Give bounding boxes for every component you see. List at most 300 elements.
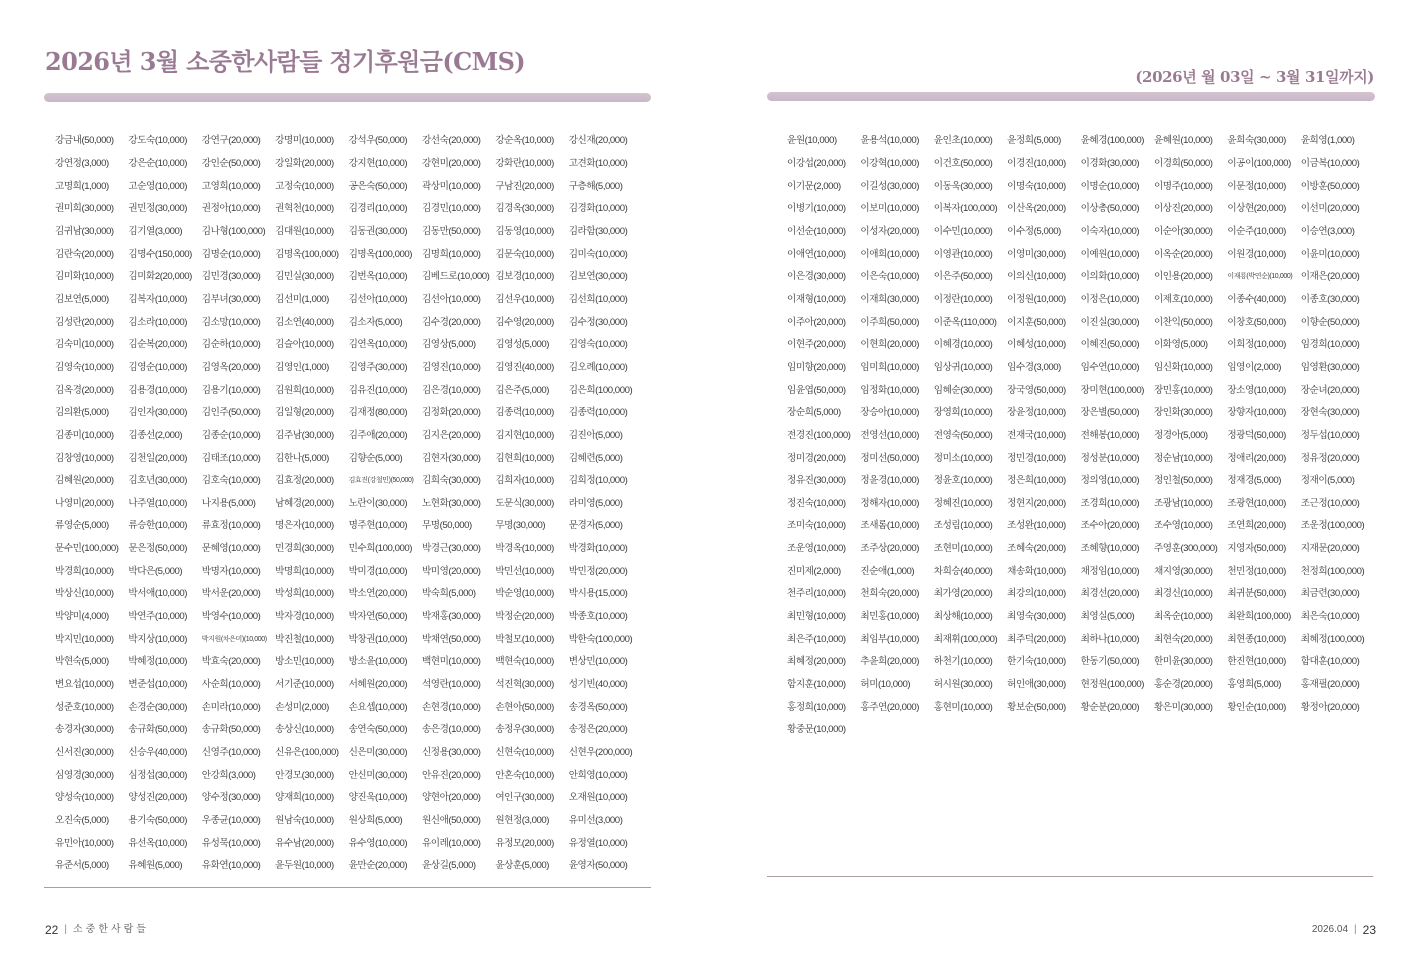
donor-entry: 장은별(50,000) xyxy=(1080,407,1140,419)
donor-entry: 이혜성(10,000) xyxy=(1007,339,1066,351)
donor-entry: 박서운(20,000) xyxy=(201,588,261,600)
donor-entry: 임윤엽(50,000) xyxy=(787,384,846,396)
donor-entry: 서기준(10,000) xyxy=(275,679,334,691)
donor-entry: 양진욱(10,000) xyxy=(348,792,408,804)
donor-entry: 김소자(5,000) xyxy=(348,316,403,328)
donor-entry: 안희영(10,000) xyxy=(568,769,628,781)
bottom-divider xyxy=(44,887,651,888)
footer-separator: | xyxy=(1354,924,1357,935)
donor-entry: 이문정(10,000) xyxy=(1227,180,1286,192)
donor-entry: 이수정(5,000) xyxy=(1007,225,1061,237)
donor-entry: 박소연(20,000) xyxy=(348,588,408,600)
donor-entry: 양성진(20,000) xyxy=(128,792,187,804)
donor-entry: 박숙희(5,000) xyxy=(421,588,476,600)
donor-entry: 하천기(10,000) xyxy=(933,656,993,668)
donor-entry: 강선숙(20,000) xyxy=(421,135,481,147)
donor-entry: 이기문(2,000) xyxy=(787,180,841,192)
donor-list-left xyxy=(55,130,642,878)
donor-entry: 정해자(10,000) xyxy=(860,497,919,509)
donor-entry: 최은주(10,000) xyxy=(787,633,846,645)
donor-entry: 전재국(10,000) xyxy=(1007,429,1066,441)
donor-entry: 공은숙(50,000) xyxy=(348,180,408,192)
donor-entry: 김종선(2,000) xyxy=(128,429,183,441)
donor-entry: 황순분(20,000) xyxy=(1080,701,1140,713)
donor-entry: 조새롬(10,000) xyxy=(860,520,919,532)
donor-entry: 유이레(10,000) xyxy=(421,837,481,849)
donor-entry: 임경희(10,000) xyxy=(1300,339,1360,351)
donor-entry: 김유진(10,000) xyxy=(348,384,408,396)
donor-entry: 나주열(10,000) xyxy=(128,497,187,509)
donor-entry: 이건호(50,000) xyxy=(933,157,993,169)
donor-entry: 이복자(100,000) xyxy=(933,203,998,215)
donor-entry: 허미(10,000) xyxy=(860,679,911,691)
donor-entry: 김영주(30,000) xyxy=(348,361,408,373)
donor-entry: 장소영(10,000) xyxy=(1227,384,1286,396)
donor-entry: 김종미(10,000) xyxy=(55,429,114,441)
donor-entry: 김한나(5,000) xyxy=(275,452,329,464)
donor-entry: 김호년(30,000) xyxy=(128,475,187,487)
donor-entry: 원현정(3,000) xyxy=(495,815,550,827)
donor-entry: 주영훈(300,000) xyxy=(1153,543,1218,555)
donor-entry: 박양미(4,000) xyxy=(55,611,109,623)
donor-entry: 강석우(50,000) xyxy=(348,135,408,147)
donor-entry: 윤희영(1,000) xyxy=(1300,135,1355,147)
donor-entry: 김오례(10,000) xyxy=(568,361,628,373)
donor-entry: 최귀분(50,000) xyxy=(1227,588,1286,600)
donor-entry: 원상희(5,000) xyxy=(348,815,403,827)
donor-entry: 전경진(100,000) xyxy=(787,429,851,441)
donor-entry: 조광남(10,000) xyxy=(1153,497,1213,509)
donor-entry: 이성자(20,000) xyxy=(860,225,919,237)
donor-entry: 송정은(20,000) xyxy=(568,724,628,736)
donor-entry: 진미제(2,000) xyxy=(787,565,841,577)
donor-entry: 신영주(10,000) xyxy=(201,747,261,759)
donor-entry: 김란숙(20,000) xyxy=(55,248,114,260)
donor-entry: 정재경(5,000) xyxy=(1227,475,1282,487)
donor-entry: 김선우(10,000) xyxy=(495,293,554,305)
donor-entry: 조성완(10,000) xyxy=(1007,520,1066,532)
donor-entry: 최하나(10,000) xyxy=(1080,633,1140,645)
donor-entry: 박재홍(30,000) xyxy=(421,611,481,623)
donor-entry: 김성란(20,000) xyxy=(55,316,114,328)
donor-entry: 정성분(10,000) xyxy=(1080,452,1140,464)
donor-entry: 김민경(30,000) xyxy=(201,271,261,283)
donor-entry: 이현희(20,000) xyxy=(860,339,919,351)
donor-entry: 유성묵(10,000) xyxy=(201,837,261,849)
donor-entry: 정민경(10,000) xyxy=(1007,452,1066,464)
donor-entry: 임혜순(30,000) xyxy=(933,384,993,396)
donor-entry: 민경희(30,000) xyxy=(275,543,334,555)
footer-right xyxy=(1312,922,1376,938)
donor-entry: 김미숙(10,000) xyxy=(568,248,628,260)
donor-entry: 김명순(10,000) xyxy=(201,248,261,260)
donor-entry: 김미화(10,000) xyxy=(55,271,114,283)
donor-entry: 유수영(10,000) xyxy=(348,837,408,849)
donor-entry: 임수경(3,000) xyxy=(1007,361,1061,373)
donor-entry: 김동만(50,000) xyxy=(421,225,481,237)
donor-entry: 김영상(5,000) xyxy=(421,339,476,351)
donor-entry: 김숙미(10,000) xyxy=(55,339,114,351)
donor-entry: 전영숙(50,000) xyxy=(933,429,993,441)
donor-entry: 명은자(10,000) xyxy=(275,520,334,532)
donor-entry: 정은희(10,000) xyxy=(1007,475,1066,487)
donor-entry: 고정숙(10,000) xyxy=(275,180,334,192)
donor-entry: 이명주(10,000) xyxy=(1153,180,1213,192)
donor-entry: 이진실(30,000) xyxy=(1080,316,1140,328)
donor-entry: 장윤정(10,000) xyxy=(1007,407,1066,419)
donor-entry: 최완희(100,000) xyxy=(1227,611,1291,623)
donor-entry: 박종호(10,000) xyxy=(568,611,628,623)
donor-entry: 최임부(10,000) xyxy=(860,633,919,645)
donor-entry: 김희정(10,000) xyxy=(568,475,628,487)
donor-entry: 김지현(10,000) xyxy=(495,429,554,441)
donor-entry: 김귀남(30,000) xyxy=(55,225,114,237)
donor-entry: 나영미(20,000) xyxy=(55,497,114,509)
donor-entry: 김재정(80,000) xyxy=(348,407,408,419)
donor-entry: 신현우(200,000) xyxy=(568,747,633,759)
donor-entry: 남혜경(20,000) xyxy=(275,497,334,509)
donor-entry: 양현아(20,000) xyxy=(421,792,481,804)
donor-entry: 홍정희(10,000) xyxy=(787,701,846,713)
donor-entry: 이애희(10,000) xyxy=(860,248,919,260)
donor-entry: 전해봉(10,000) xyxy=(1080,429,1140,441)
donor-entry: 김명수(150,000) xyxy=(128,248,192,260)
donor-entry: 이재은(20,000) xyxy=(1300,271,1360,283)
donor-entry: 장승아(10,000) xyxy=(860,407,919,419)
donor-entry: 서혜원(20,000) xyxy=(348,679,408,691)
donor-entry: 이숙자(10,000) xyxy=(1080,225,1140,237)
donor-entry: 한미윤(30,000) xyxy=(1153,656,1213,668)
donor-entry: 이예원(10,000) xyxy=(1080,248,1140,260)
donor-entry: 손현아(50,000) xyxy=(495,701,554,713)
donor-entry: 이산옥(20,000) xyxy=(1007,203,1066,215)
donor-entry: 이영관(10,000) xyxy=(933,248,993,260)
donor-entry: 신승우(40,000) xyxy=(128,747,187,759)
donor-entry: 박현숙(5,000) xyxy=(55,656,109,668)
donor-entry: 황정아(20,000) xyxy=(1300,701,1360,713)
donor-entry: 이현주(20,000) xyxy=(787,339,846,351)
donor-entry: 김현희(10,000) xyxy=(495,452,554,464)
donor-entry: 유정모(20,000) xyxy=(495,837,554,849)
donor-entry: 원신애(50,000) xyxy=(421,815,481,827)
donor-entry: 이찬익(50,000) xyxy=(1153,316,1213,328)
donor-entry: 이승연(3,000) xyxy=(1300,225,1355,237)
donor-entry: 최재휘(100,000) xyxy=(933,633,998,645)
donor-entry: 김동권(30,000) xyxy=(348,225,408,237)
donor-entry: 이옥순(20,000) xyxy=(1153,248,1213,260)
donor-entry: 홍재필(20,000) xyxy=(1300,679,1360,691)
donor-entry: 김영진(40,000) xyxy=(495,361,554,373)
donor-entry: 문혜영(10,000) xyxy=(201,543,261,555)
donor-entry: 김은경(10,000) xyxy=(421,384,481,396)
donor-entry: 최경신(10,000) xyxy=(1153,588,1213,600)
donor-entry: 김대원(10,000) xyxy=(275,225,334,237)
donor-entry: 최강의(10,000) xyxy=(1007,588,1066,600)
donor-entry: 박경희(10,000) xyxy=(55,565,114,577)
donor-entry: 추윤희(20,000) xyxy=(860,656,919,668)
donor-entry: 이선순(10,000) xyxy=(787,225,846,237)
donor-entry: 홍순경(20,000) xyxy=(1153,679,1213,691)
donor-entry: 강순옥(10,000) xyxy=(495,135,554,147)
donor-entry: 최영실(5,000) xyxy=(1080,611,1135,623)
donor-entry: 권미희(30,000) xyxy=(55,203,114,215)
donor-entry: 박성희(10,000) xyxy=(275,588,334,600)
donor-entry: 김은주(5,000) xyxy=(495,384,550,396)
donor-entry: 김베드로(10,000) xyxy=(421,271,490,283)
donor-entry: 김소망(10,000) xyxy=(201,316,261,328)
donor-entry: 손성미(2,000) xyxy=(275,701,329,713)
donor-entry: 정미경(20,000) xyxy=(787,452,846,464)
donor-entry: 한진현(10,000) xyxy=(1227,656,1286,668)
donor-entry: 김종순(10,000) xyxy=(201,429,261,441)
donor-entry: 박창권(10,000) xyxy=(348,633,408,645)
donor-entry: 성기빈(40,000) xyxy=(568,679,628,691)
donor-entry: 이은숙(10,000) xyxy=(860,271,919,283)
donor-entry: 최가영(20,000) xyxy=(933,588,993,600)
donor-entry: 김주남(30,000) xyxy=(275,429,334,441)
donor-entry: 윤두원(10,000) xyxy=(275,860,334,872)
donor-entry: 최영숙(30,000) xyxy=(1007,611,1066,623)
donor-entry: 박정순(20,000) xyxy=(495,611,554,623)
donor-entry: 강은순(10,000) xyxy=(128,157,187,169)
donor-entry: 심정섭(30,000) xyxy=(128,769,187,781)
donor-entry: 김수정(30,000) xyxy=(568,316,628,328)
donor-entry: 구층해(5,000) xyxy=(568,180,623,192)
donor-entry: 김효정(20,000) xyxy=(275,475,334,487)
donor-entry: 조수영(10,000) xyxy=(1153,520,1213,532)
donor-entry: 성준호(10,000) xyxy=(55,701,114,713)
donor-entry: 박연주(10,000) xyxy=(128,611,187,623)
donor-entry: 신현숙(10,000) xyxy=(495,747,554,759)
donor-entry: 김순복(20,000) xyxy=(128,339,187,351)
donor-entry: 송규화(50,000) xyxy=(201,724,261,736)
donor-entry: 김번옥(10,000) xyxy=(348,271,408,283)
donor-entry: 양재희(10,000) xyxy=(275,792,334,804)
page-number: 23 xyxy=(1362,923,1376,937)
donor-entry: 구남진(20,000) xyxy=(495,180,554,192)
donor-entry: 최주덕(20,000) xyxy=(1007,633,1066,645)
donor-entry: 이은주(50,000) xyxy=(933,271,993,283)
donor-entry: 나지용(5,000) xyxy=(201,497,256,509)
donor-entry: 김효진(강철민)(50,000) xyxy=(348,477,414,485)
donor-entry: 김인주(50,000) xyxy=(201,407,261,419)
donor-entry: 김영숙(10,000) xyxy=(55,361,114,373)
donor-entry: 석영란(10,000) xyxy=(421,679,481,691)
donor-entry: 양수정(30,000) xyxy=(201,792,261,804)
donor-entry: 송정우(30,000) xyxy=(495,724,554,736)
donor-entry: 이경화(30,000) xyxy=(1080,157,1140,169)
donor-entry: 조운영(10,000) xyxy=(787,543,846,555)
donor-entry: 이방훈(50,000) xyxy=(1300,180,1360,192)
donor-entry: 안경모(30,000) xyxy=(275,769,334,781)
donor-entry: 변요섭(10,000) xyxy=(55,679,114,691)
donor-entry: 강연구(20,000) xyxy=(201,135,261,147)
donor-entry: 황중문(10,000) xyxy=(787,724,846,736)
donor-entry: 유미선(3,000) xyxy=(568,815,623,827)
donor-entry: 이원경(10,000) xyxy=(1227,248,1286,260)
donor-entry: 정인철(50,000) xyxy=(1153,475,1213,487)
donor-entry: 유혜원(5,000) xyxy=(128,860,183,872)
donor-entry: 강도숙(10,000) xyxy=(128,135,187,147)
donor-entry: 김선아(10,000) xyxy=(421,293,481,305)
donor-entry: 김동영(10,000) xyxy=(495,225,554,237)
donor-entry: 최현종(10,000) xyxy=(1227,633,1286,645)
donor-entry: 김주애(20,000) xyxy=(348,429,408,441)
donor-entry: 허인애(30,000) xyxy=(1007,679,1066,691)
donor-entry: 박한숙(100,000) xyxy=(568,633,633,645)
donor-entry: 장인화(30,000) xyxy=(1153,407,1213,419)
donor-entry: 김의환(5,000) xyxy=(55,407,109,419)
donor-entry: 박명자(10,000) xyxy=(201,565,261,577)
donor-entry: 임미희(10,000) xyxy=(860,361,919,373)
donor-entry: 김연옥(10,000) xyxy=(348,339,408,351)
donor-entry: 김명희(10,000) xyxy=(421,248,481,260)
donor-entry: 이상총(50,000) xyxy=(1080,203,1140,215)
donor-entry: 현정원(100,000) xyxy=(1080,679,1145,691)
donor-entry: 김수영(20,000) xyxy=(495,316,554,328)
donor-entry: 이경희(50,000) xyxy=(1153,157,1213,169)
donor-entry: 정경아(5,000) xyxy=(1153,429,1208,441)
donor-entry: 김혜련(5,000) xyxy=(568,452,623,464)
donor-entry: 신유은(100,000) xyxy=(275,747,339,759)
donor-entry: 이혜진(50,000) xyxy=(1080,339,1140,351)
donor-entry: 이재룡(박연순)(10,000) xyxy=(1227,273,1293,281)
donor-entry: 윤혜원(10,000) xyxy=(1153,135,1213,147)
donor-entry: 채지영(30,000) xyxy=(1153,565,1213,577)
donor-entry: 박민정(20,000) xyxy=(568,565,628,577)
donor-entry: 이향순(50,000) xyxy=(1300,316,1360,328)
donor-entry: 전영선(10,000) xyxy=(860,429,919,441)
donor-entry: 김문숙(10,000) xyxy=(495,248,554,260)
donor-entry: 이의신(10,000) xyxy=(1007,271,1066,283)
donor-entry: 김혜원(20,000) xyxy=(55,475,114,487)
donor-entry: 정유정(20,000) xyxy=(1300,452,1360,464)
donor-entry: 이혜경(10,000) xyxy=(933,339,993,351)
donor-entry: 류승한(10,000) xyxy=(128,520,187,532)
donor-entry: 최민형(10,000) xyxy=(787,611,846,623)
donor-entry: 박지민(10,000) xyxy=(55,633,114,645)
donor-entry: 유정열(10,000) xyxy=(568,837,628,849)
donor-entry: 이수민(10,000) xyxy=(933,225,993,237)
donor-entry: 정윤경(10,000) xyxy=(860,475,919,487)
donor-entry: 권정아(10,000) xyxy=(201,203,261,215)
donor-entry: 김희자(10,000) xyxy=(495,475,554,487)
donor-entry: 한기숙(10,000) xyxy=(1007,656,1066,668)
donor-entry: 김정화(20,000) xyxy=(421,407,481,419)
title-divider-bar xyxy=(44,93,651,102)
period-subtitle: (2026년 월 03일 ~ 3월 31일까지) xyxy=(1135,68,1374,86)
donor-entry: 이재형(10,000) xyxy=(787,293,846,305)
donor-entry: 김영진(10,000) xyxy=(421,361,481,373)
donor-entry: 정혜진(10,000) xyxy=(933,497,993,509)
bottom-divider xyxy=(767,876,1373,877)
donor-entry: 이주아(20,000) xyxy=(787,316,846,328)
donor-entry: 김수경(20,000) xyxy=(421,316,481,328)
donor-entry: 도문식(30,000) xyxy=(495,497,554,509)
donor-entry: 천정희(100,000) xyxy=(1300,565,1365,577)
donor-entry: 김천일(20,000) xyxy=(128,452,187,464)
donor-entry: 장미현(100,000) xyxy=(1080,384,1145,396)
donor-entry: 이준옥(110,000) xyxy=(933,316,997,328)
donor-entry: 최금련(30,000) xyxy=(1300,588,1360,600)
donor-entry: 박자경(10,000) xyxy=(275,611,334,623)
donor-entry: 명주현(10,000) xyxy=(348,520,408,532)
donor-entry: 송경옥(50,000) xyxy=(568,701,628,713)
donor-entry: 방소윤(10,000) xyxy=(348,656,408,668)
donor-entry: 차희승(40,000) xyxy=(933,565,993,577)
donor-entry: 김민실(30,000) xyxy=(275,271,334,283)
donor-entry: 임미향(20,000) xyxy=(787,361,846,373)
donor-entry: 김일형(20,000) xyxy=(275,407,334,419)
donor-entry: 류효정(10,000) xyxy=(201,520,261,532)
donor-entry: 강현미(20,000) xyxy=(421,157,481,169)
donor-entry: 권민정(30,000) xyxy=(128,203,187,215)
donor-entry: 김창영(10,000) xyxy=(55,452,114,464)
donor-entry: 김소라(10,000) xyxy=(128,316,187,328)
donor-entry: 김희숙(30,000) xyxy=(421,475,481,487)
donor-entry: 김명옥(100,000) xyxy=(348,248,413,260)
donor-entry: 김영옥(20,000) xyxy=(201,361,261,373)
donor-entry: 조현미(10,000) xyxy=(933,543,993,555)
donor-entry: 박철모(10,000) xyxy=(495,633,554,645)
donor-entry: 김선희(10,000) xyxy=(568,293,628,305)
donor-entry: 조광현(10,000) xyxy=(1227,497,1286,509)
donor-entry: 황은미(30,000) xyxy=(1153,701,1213,713)
donor-entry: 윤만순(20,000) xyxy=(348,860,408,872)
donor-entry: 박시용(15,000) xyxy=(568,588,628,600)
donor-entry: 이보미(10,000) xyxy=(860,203,919,215)
donor-entry: 이순주(10,000) xyxy=(1227,225,1286,237)
donor-entry: 안유진(20,000) xyxy=(421,769,481,781)
donor-entry: 양성숙(10,000) xyxy=(55,792,114,804)
donor-entry: 이강섭(20,000) xyxy=(787,157,846,169)
donor-entry: 지영자(50,000) xyxy=(1227,543,1286,555)
donor-entry: 최옥순(10,000) xyxy=(1153,611,1213,623)
donor-entry: 최혜정(20,000) xyxy=(787,656,846,668)
donor-entry: 김경민(10,000) xyxy=(421,203,481,215)
donor-entry: 김현자(30,000) xyxy=(421,452,481,464)
donor-entry: 이길성(30,000) xyxy=(860,180,919,192)
donor-entry: 이영미(30,000) xyxy=(1007,248,1066,260)
donor-entry: 이강혁(10,000) xyxy=(860,157,919,169)
donor-entry: 정현지(20,000) xyxy=(1007,497,1066,509)
donor-entry: 고영희(10,000) xyxy=(201,180,261,192)
donor-entry: 최현숙(20,000) xyxy=(1153,633,1213,645)
donor-entry: 박지상(10,000) xyxy=(128,633,187,645)
donor-entry: 한동기(50,000) xyxy=(1080,656,1140,668)
donor-entry: 윤상훈(5,000) xyxy=(495,860,550,872)
donor-entry: 이종호(30,000) xyxy=(1300,293,1360,305)
donor-entry: 조연희(20,000) xyxy=(1227,520,1286,532)
donor-entry: 무명(30,000) xyxy=(495,520,546,532)
donor-entry: 황인순(10,000) xyxy=(1227,701,1286,713)
donor-entry: 여인구(30,000) xyxy=(495,792,554,804)
donor-entry: 이동욱(30,000) xyxy=(933,180,993,192)
donor-entry: 손현경(10,000) xyxy=(421,701,481,713)
donor-entry: 무명(50,000) xyxy=(421,520,472,532)
donor-entry: 송경자(30,000) xyxy=(55,724,114,736)
donor-entry: 이윤미(10,000) xyxy=(1300,248,1360,260)
donor-entry: 신서진(30,000) xyxy=(55,747,114,759)
donor-entry: 이주희(50,000) xyxy=(860,316,919,328)
donor-entry: 장영희(10,000) xyxy=(933,407,993,419)
donor-list-right xyxy=(787,130,1374,742)
donor-entry: 김종력(10,000) xyxy=(568,407,628,419)
donor-entry: 우종균(10,000) xyxy=(201,815,261,827)
donor-entry: 강지현(10,000) xyxy=(348,157,408,169)
donor-entry: 조근정(10,000) xyxy=(1300,497,1360,509)
donor-entry: 김옥경(20,000) xyxy=(55,384,114,396)
